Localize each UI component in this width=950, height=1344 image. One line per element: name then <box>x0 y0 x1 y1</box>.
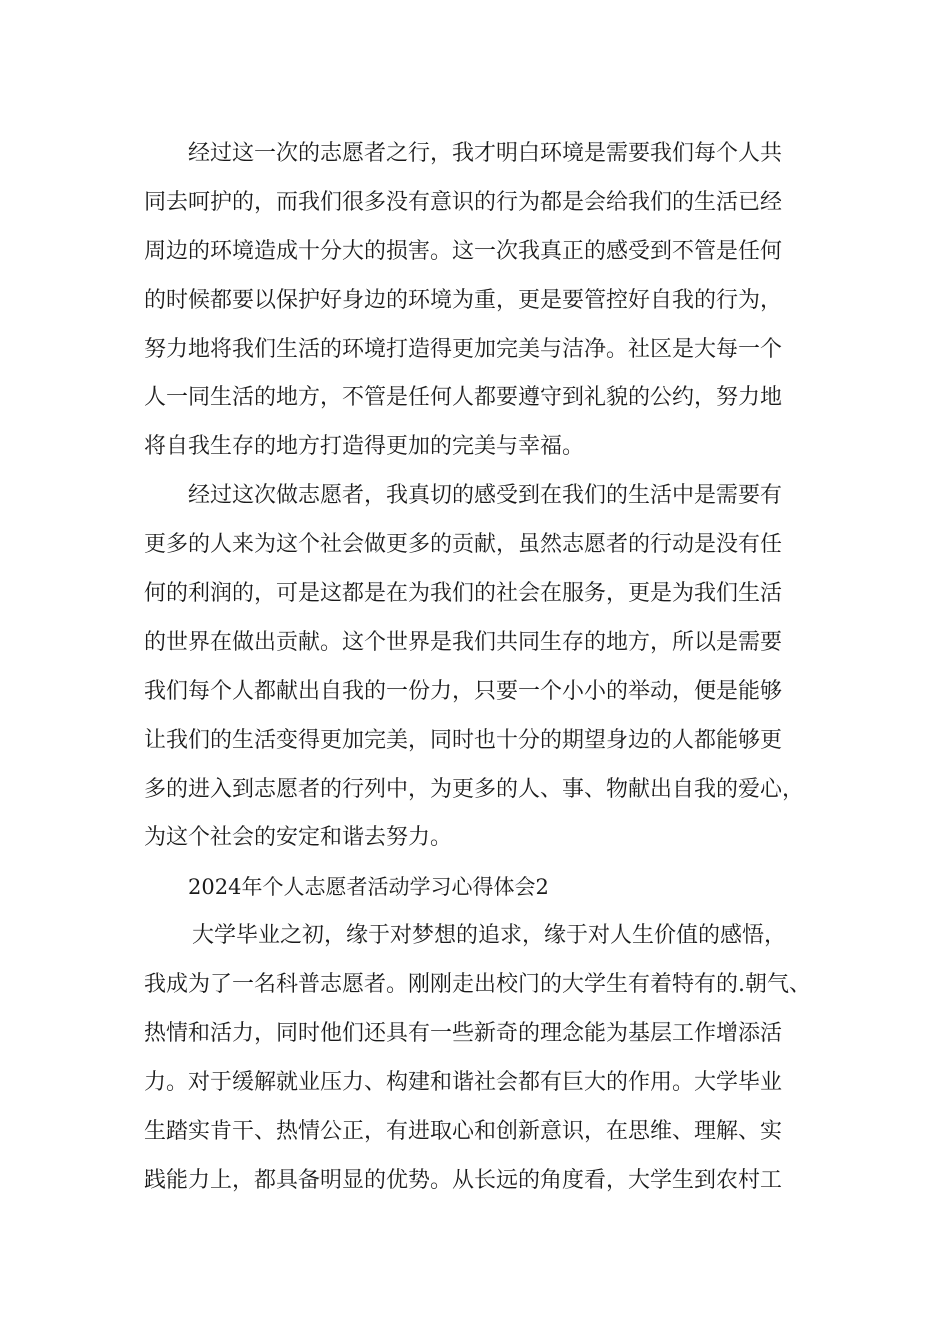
text-line: 经过这一次的志愿者之行，我才明白环境是需要我们每个人共 <box>188 141 783 166</box>
text-line: 经过这次做志愿者，我真切的感受到在我们的生活中是需要有 <box>188 483 783 509</box>
text-line: 同去呵护的，而我们很多没有意识的行为都是会给我们的生活已经 <box>144 189 783 215</box>
text-line: 践能力上，都具备明显的优势。从长远的角度看，大学生到农村工 <box>144 1167 783 1193</box>
text-line: 何的利润的，可是这都是在为我们的社会在服务，更是为我们生活 <box>144 581 783 607</box>
text-line: 生踏实肯干、热情公正，有进取心和创新意识，在思维、理解、实 <box>144 1118 783 1144</box>
text-line: 多的进入到志愿者的行列中，为更多的人、事、物献出自我的爱心， <box>144 776 805 802</box>
text-line: 为这个社会的安定和谐去努力。 <box>144 825 453 851</box>
paragraph-3 <box>144 912 814 1205</box>
text-line: 让我们的生活变得更加完美，同时也十分的期望身边的人都能够更 <box>144 727 783 753</box>
document-body <box>144 130 814 1206</box>
text-line: 热情和活力，同时他们还具有一些新奇的理念能为基层工作增添活 <box>144 1021 783 1047</box>
paragraph-1 <box>144 130 814 472</box>
paragraph-2 <box>144 472 814 863</box>
text-line: 人一同生活的地方，不管是任何人都要遵守到礼貌的公约，努力地 <box>144 385 783 411</box>
text-line: 大学毕业之初，缘于对梦想的追求，缘于对人生价值的感悟， <box>192 923 787 949</box>
text-line: 力。对于缓解就业压力、构建和谐社会都有巨大的作用。大学毕业 <box>144 1069 783 1095</box>
text-line: 我成为了一名科普志愿者。刚刚走出校门的大学生有着特有的.朝气、 <box>144 972 811 998</box>
text-line: 的时候都要以保护好身边的环境为重，更是要管控好自我的行为， <box>144 287 783 313</box>
section-heading <box>144 863 814 912</box>
text-line: 将自我生存的地方打造得更加的完美与幸福。 <box>144 434 585 460</box>
heading-text: 2024年个人志愿者活动学习心得体会2 <box>188 875 549 900</box>
text-line: 努力地将我们生活的环境打造得更加完美与洁净。社区是大每一个 <box>144 336 783 362</box>
text-line: 的世界在做出贡献。这个世界是我们共同生存的地方，所以是需要 <box>144 629 783 655</box>
text-line: 周边的环境造成十分大的损害。这一次我真正的感受到不管是任何 <box>144 238 783 264</box>
text-line: 我们每个人都献出自我的一份力，只要一个小小的举动，便是能够 <box>144 678 783 704</box>
text-line: 更多的人来为这个社会做更多的贡献，虽然志愿者的行动是没有任 <box>144 532 783 558</box>
